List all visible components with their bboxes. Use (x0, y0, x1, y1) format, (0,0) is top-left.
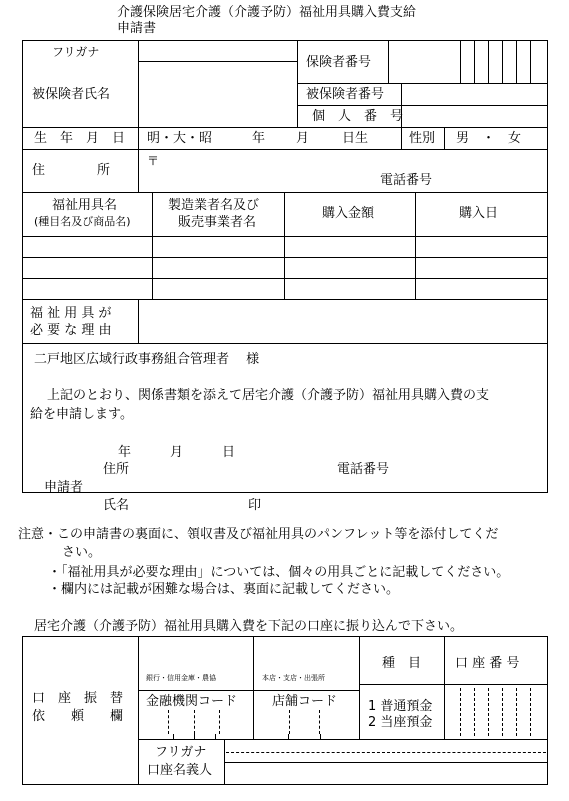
branch-code-field[interactable] (255, 710, 358, 738)
note-line: さい。 (62, 545, 102, 560)
amount-header: 購入金額 (322, 206, 375, 221)
form-subtitle: 申請書 (117, 21, 157, 36)
account-type-header: 種 目 (382, 656, 422, 671)
maker-header: 製造業者名及び (168, 198, 260, 213)
request-statement: 上記のとおり、関係書類を添えて居宅介護（介護予防）福祉用具購入費の支 (47, 388, 490, 403)
form-title: 介護保険居宅介護（介護予防）福祉用具購入費支給 (117, 5, 417, 20)
note-line: ・「福祉用具が必要な理由」については、個々の用具ごとに記載してください。 (48, 565, 510, 580)
reason-label-line2: 必 要 な 理 由 (30, 323, 112, 338)
insured-name-label: 被保険者氏名 (32, 87, 111, 102)
account-holder-field[interactable] (226, 764, 546, 784)
reason-label: 福 祉 用 具 が (30, 306, 112, 321)
address-label: 住 所 (32, 163, 111, 178)
insured-number-label: 被保険者番号 (306, 87, 385, 102)
birth-year-unit: 年 (252, 131, 266, 146)
transfer-statement: 居宅介護（介護予防）福祉用具購入費を下記の口座に振り込んで下さい。 (34, 619, 464, 634)
bank-name-field[interactable] (140, 638, 252, 674)
account-number-header: 口 座 番 号 (455, 656, 520, 671)
gender-label: 性別 (409, 131, 436, 146)
bank-code-label: 金融機関コード (146, 694, 238, 709)
purchase-date-header: 購入日 (459, 206, 499, 221)
maker-subheader: 販売事業者名 (178, 215, 257, 230)
item-row[interactable] (23, 279, 547, 298)
reason-field[interactable] (140, 301, 545, 341)
account-type-current[interactable]: 2 当座預金 (368, 715, 433, 730)
furigana-field[interactable] (140, 42, 295, 60)
item-row[interactable] (23, 258, 547, 277)
insurer-number-label: 保険者番号 (306, 55, 372, 70)
branch-code-label: 店舗コード (272, 694, 338, 709)
note-line: 注意・この申請書の裏面に、領収書及び福祉用具のパンフレット等を添付してくだ (18, 527, 499, 542)
personal-number-field[interactable] (403, 107, 546, 126)
address-field[interactable] (160, 152, 545, 190)
insured-name-field[interactable] (140, 63, 295, 125)
insurer-number-field[interactable] (390, 42, 546, 82)
era-options[interactable]: 明・大・昭 (147, 131, 213, 146)
bank-code-field[interactable] (140, 710, 252, 738)
address-phone-label: 電話番号 (380, 173, 433, 188)
branch-types: 本店・支店・出張所 (262, 674, 325, 682)
item-name-header: 福祉用具名 (52, 198, 118, 213)
holder-furigana-label: フリガナ (155, 745, 207, 760)
bank-request-label-line2: 依 頼 欄 (32, 709, 124, 724)
note-line: ・欄内には記載が困難な場合は、裏面に記載してください。 (48, 582, 400, 597)
applicant-address-label: 住所 (103, 462, 130, 477)
addressee: 二戸地区広域行政事務組合管理者 様 (34, 352, 260, 367)
branch-name-field[interactable] (255, 638, 358, 674)
account-holder-label: 口座名義人 (147, 763, 213, 778)
institution-types: 銀行・信用金庫・農協 (146, 674, 216, 682)
account-number-field[interactable] (446, 686, 547, 738)
insured-number-field[interactable] (403, 85, 546, 104)
birth-month-unit: 月 (296, 131, 310, 146)
item-name-subheader: (種目名及び商品名) (34, 215, 131, 228)
furigana-label: フリガナ (52, 45, 100, 59)
seal-mark: 印 (248, 498, 262, 513)
gender-options[interactable]: 男 ・ 女 (456, 131, 522, 146)
bank-request-label: 口 座 振 替 (32, 691, 124, 706)
applicant-phone-label: 電話番号 (337, 462, 390, 477)
holder-furigana-field[interactable] (226, 741, 546, 761)
applicant-name-label: 氏名 (103, 498, 130, 513)
postal-mark: 〒 (147, 154, 160, 168)
personal-number-label: 個 人 番 号 (312, 109, 404, 124)
item-row[interactable] (23, 237, 547, 256)
birth-date-label: 生 年 月 日 (34, 131, 126, 146)
application-date: 年 月 日 (118, 445, 236, 460)
applicant-label: 申請者 (44, 480, 84, 495)
request-statement-line2: 給を申請します。 (30, 407, 133, 422)
account-type-ordinary[interactable]: 1 普通預金 (368, 699, 433, 714)
birth-day-unit: 日生 (342, 131, 369, 146)
